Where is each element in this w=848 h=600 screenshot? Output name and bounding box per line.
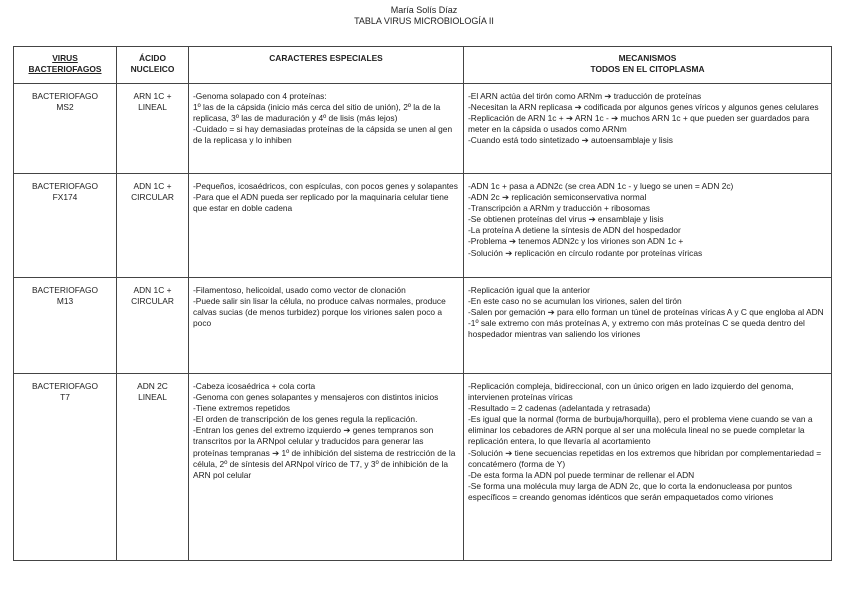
cell-line: -1º sale extremo con más proteínas A, y extremo con más proteínas C se queda dentro del hospedador mientras van saliendo los viriones: [468, 318, 808, 340]
cell-line: ADN 1C +: [133, 285, 172, 295]
cell-line: -Entran los genes del extremo izquierdo ➔ genes tempranos son transcritos por la ARNpol celular y traducidos para generar las proteínas tempranas ➔ 1º de inhibición del sistema de restricción de la célula, 2º de síntesis del ARNpol vírico de T7, y 3º de inhibición de la ARN pol celular: [193, 425, 458, 480]
cell-line: -Para que el ADN pueda ser replicado por la maquinaria celular tiene que estar en doble cadena: [193, 192, 451, 214]
cell-line: -En este caso no se acumulan los viriones, salen del tirón: [468, 296, 682, 307]
author-name: María Solís Díaz: [390, 5, 458, 15]
cell-line: BACTERIOFAGO: [31, 285, 99, 295]
mecanismos-cell: [464, 278, 832, 374]
virus-table: [13, 46, 832, 561]
mecanismos-cell: [464, 174, 832, 278]
cell-line: 1º las de la cápsida (inicio más cerca del sitio de unión), 2º la de la replicasa, 3º las de maduración y 4º de lisis (más lejos): [193, 102, 443, 124]
header-acido: ÁCIDO NUCLEICO: [117, 47, 189, 84]
cell-line: -Transcripción a ARNm y traducción + ribosomas: [468, 203, 650, 214]
cell-line: -El ARN actúa del tirón como ARNm ➔ traducción de proteínas: [468, 91, 702, 101]
virus-cell: [14, 174, 117, 278]
cell-line: ADN 2C: [137, 381, 168, 391]
virus-cell: [14, 278, 117, 374]
table-row: [14, 374, 832, 561]
cell-line: -El orden de transcripción de los genes regula la replicación.: [193, 414, 418, 425]
cell-line: -Cabeza icosaédrica + cola corta: [193, 381, 316, 391]
cell-line: CIRCULAR: [131, 296, 174, 307]
cell-line: M13: [56, 296, 74, 307]
cell-line: BACTERIOFAGO: [31, 181, 99, 191]
cell-line: -Se forma una molécula muy larga de ADN 2c, que lo corta la endonucleasa por puntos específicos = creando genomas idénticos que serán empaquetados como viriones: [468, 480, 795, 502]
acido-cell: [117, 174, 189, 278]
document-title: TABLA VIRUS MICROBIOLOGÍA II: [354, 16, 494, 26]
cell-line: -Se obtienen proteínas del virus ➔ ensamblaje y lisis: [468, 214, 664, 225]
table-header-row: [14, 47, 832, 84]
acido-cell: [117, 84, 189, 174]
cell-line: LINEAL: [138, 102, 167, 113]
acido-cell: [117, 374, 189, 561]
cell-line: -Replicación igual que la anterior: [468, 285, 590, 295]
cell-line: -Genoma con genes solapantes y mensajeros con distintos inicios: [193, 392, 439, 403]
cell-line: FX174: [52, 192, 78, 203]
acido-cell: [117, 278, 189, 374]
cell-line: -Pequeños, icosaédricos, con espículas, con pocos genes y solapantes: [193, 181, 458, 191]
cell-line: -Cuando está todo sintetizado ➔ autoensamblaje y lisis: [468, 135, 673, 146]
cell-line: -Replicación compleja, bidireccional, con un único origen en lado izquierdo del genoma, intervienen proteínas víricas: [468, 381, 796, 403]
cell-line: -ADN 2c ➔ replicación semiconservativa normal: [468, 192, 647, 203]
cell-line: -Genoma solapado con 4 proteínas:: [193, 91, 327, 101]
document-header: [0, 0, 848, 32]
mecanismos-cell: [464, 374, 832, 561]
table-row: [14, 174, 832, 278]
caracteres-cell: [189, 278, 464, 374]
cell-line: BACTERIOFAGO: [31, 381, 99, 391]
header-mecanismos: MECANISMOS TODOS EN EL CITOPLASMA: [464, 47, 832, 84]
caracteres-cell: [189, 174, 464, 278]
cell-line: ADN 1C +: [133, 181, 172, 191]
cell-line: -De esta forma la ADN pol puede terminar de rellenar el ADN: [468, 469, 695, 480]
cell-line: -Necesitan la ARN replicasa ➔ codificada por algunos genes víricos y algunos genes celulares: [468, 102, 819, 113]
cell-line: LINEAL: [138, 392, 167, 403]
caracteres-cell: [189, 374, 464, 561]
mecanismos-cell: [464, 84, 832, 174]
caracteres-cell: [189, 84, 464, 174]
cell-line: -ADN 1c + pasa a ADN2c (se crea ADN 1c - y luego se unen = ADN 2c): [468, 181, 734, 191]
header-caracteres: CARACTERES ESPECIALES: [189, 47, 464, 84]
cell-line: -Problema ➔ tenemos ADN2c y los viriones son ADN 1c +: [468, 236, 684, 247]
cell-line: -Solución ➔ replicación en círculo rodante por proteínas víricas: [468, 247, 703, 258]
cell-line: -Es igual que la normal (forma de burbuja/horquilla), pero el problema viene cuando se van a eliminar los cebadores de ARN porque al ser una molécula lineal no se puede completar la replicación entera, lo que llevaría al acortamiento: [468, 414, 815, 447]
cell-line: -Solución ➔ tiene secuencias repetidas en los extremos que hibridan por complementariedad = concatémero (forma de Y): [468, 447, 824, 469]
cell-line: CIRCULAR: [131, 192, 174, 203]
cell-line: -Replicación de ARN 1c + ➔ ARN 1c - ➔ muchos ARN 1c + que pueden ser guardados para meter en la cápsida o usados como ARNm: [468, 113, 812, 135]
cell-line: -Tiene extremos repetidos: [193, 403, 290, 414]
virus-cell: [14, 374, 117, 561]
table-row: [14, 84, 832, 174]
cell-line: -Puede salir sin lisar la célula, no produce calvas normales, produce calvas sucias (de menos turbidez) porque los viriones salen poco a poco: [193, 296, 449, 329]
cell-line: -Cuidado = si hay demasiadas proteínas de la cápsida se unen al gen de la replicasa y lo inhiben: [193, 124, 455, 146]
cell-line: T7: [60, 392, 70, 403]
table-row: [14, 278, 832, 374]
cell-line: -La proteína A detiene la síntesis de ADN del hospedador: [468, 225, 681, 236]
header-virus: VIRUS BACTERIOFAGOS: [14, 47, 117, 84]
cell-line: -Filamentoso, helicoidal, usado como vector de clonación: [193, 285, 406, 295]
cell-line: MS2: [56, 102, 74, 113]
cell-line: ARN 1C +: [133, 91, 172, 101]
virus-cell: [14, 84, 117, 174]
cell-line: -Resultado = 2 cadenas (adelantada y retrasada): [468, 403, 651, 414]
cell-line: -Salen por gemación ➔ para ello forman un túnel de proteínas víricas A y C que engloba al ADN: [468, 307, 824, 318]
cell-line: BACTERIOFAGO: [31, 91, 99, 101]
